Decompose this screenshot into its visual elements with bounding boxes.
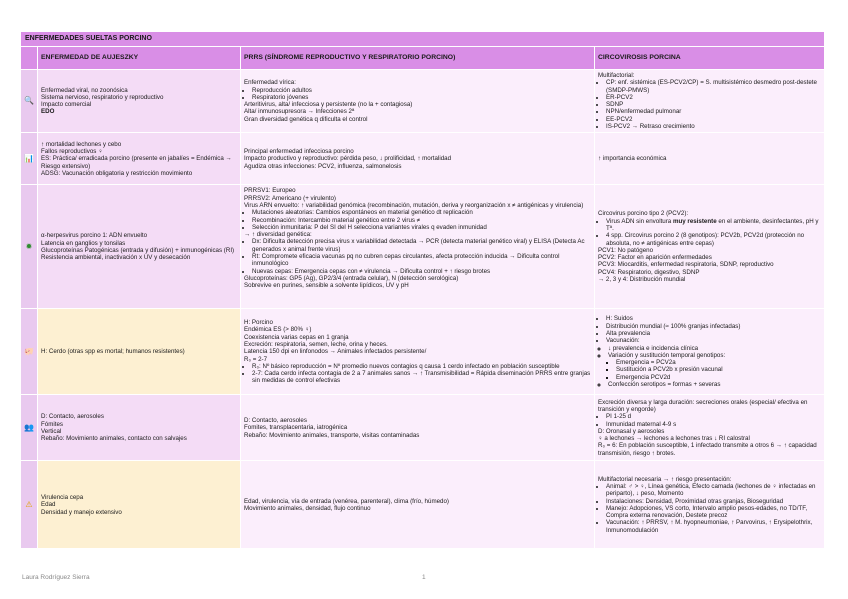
table-row: [21, 395, 825, 461]
title-row: [21, 32, 825, 47]
cell-line: Enfermedad vírica:: [244, 79, 296, 87]
virus-icon: ✹: [25, 241, 33, 251]
cell-aujeszky: [38, 395, 241, 461]
list-item: ◦ Variación y sustitución temporal genotipos:: [608, 352, 821, 359]
cell-line: Impacto comercial: [41, 101, 92, 109]
cell-line: Agudiza otras infecciones: PCV2, influenza, salmonelosis: [244, 162, 402, 170]
cell-aujeszky: [38, 461, 241, 549]
cell-line: PCV2: Factor en aparición enfermedades: [598, 254, 712, 262]
list-text: en el ambiente, desinfectantes, pH y Tª.: [606, 217, 819, 232]
cell-line: Latencia en ganglios y tonsilas: [41, 239, 126, 247]
list-item: • Inmunidad maternal 4-9 s: [606, 421, 821, 428]
header-row: [21, 47, 825, 70]
cell-line: Excreción diversa y larga duración: secreciones orales (especial/ efectiva en transición y engorde): [598, 398, 808, 413]
row-icon-cell: [21, 461, 38, 549]
cell-line: Excreción: respiratoria, semen, leche, orina y heces.: [244, 340, 388, 348]
pig-icon: 🐖: [24, 346, 34, 356]
cell-line: Edad: [41, 501, 56, 509]
list-item: • Rt: Compromete eficacia vacunas pq no cubren cepas circulantes, afecta protección inducida → Dificulta control inmunológico: [252, 253, 591, 268]
list-item: ▪ Sustitución a PCV2b x presión vacunal: [616, 366, 821, 373]
cell-line: Densidad y manejo extensivo: [41, 508, 122, 516]
cell-circovirosis: [595, 133, 825, 185]
list-item: • Manejo: Adopciones, VS corto, Intervalo amplio pesos-edades, no TD/TF, Compra externa renovación, Destete precoz: [606, 505, 821, 520]
list-item: • Selección inmunitaria: P del SI del H selecciona variantes virales q evaden inmunidad: [252, 224, 591, 231]
cell-aujeszky: [38, 185, 241, 309]
list-text-bold: muy resistente: [672, 217, 717, 225]
header-circovirosis: CIRCOVIROSIS PORCINA: [595, 47, 825, 70]
list-item: • SDNP: [606, 101, 821, 108]
footer-page-number: 1: [422, 574, 426, 581]
cell-line: R₀ = 2-7: [244, 355, 268, 363]
cell-line: α-herpesvirus porcino 1: ADN envuelto: [41, 232, 148, 240]
cell-line: Coexistencia varias cepas en 1 granja: [244, 333, 349, 341]
cell-line: Glucoproteínas Patogénicas (entrada y difusión) + inmunogénicas (RI): [41, 246, 235, 254]
list-item: • H: Suidos: [606, 315, 821, 322]
list-item: ▪ Emergencia = PCV2a: [616, 359, 821, 366]
cell-line: Latencia 150 dpi en linfonodos → Animales infectados persistente/: [244, 348, 427, 356]
header-aujeszky: ENFERMEDAD DE AUJESZKY: [38, 47, 241, 70]
cell-line: Movimiento animales, densidad, flujo continuo: [244, 504, 371, 512]
cell-prrs: [241, 70, 595, 133]
cell-line: Rebaño: Movimiento animales, contacto con salvajes: [41, 435, 187, 443]
cell-line: Virulencia cepa: [41, 493, 84, 501]
cell-line: EDO: [41, 108, 55, 116]
list-item: • Vacunación:: [606, 337, 821, 344]
row-icon-cell: [21, 70, 38, 133]
header-icon-cell: [21, 47, 38, 70]
cell-line: PRRSV2: Americano (+ virulento): [244, 194, 336, 202]
bullet-list: [598, 218, 821, 247]
cell-prrs: [241, 185, 595, 309]
cell-line: H: Porcino: [244, 319, 273, 327]
bullet-list: [598, 483, 821, 534]
cell-line: → 2, 3 y 4: Distribución mundial: [598, 276, 686, 284]
list-item: ▪ Emergencia PCV2d: [616, 374, 821, 381]
magnifier-icon: 🔍: [24, 96, 34, 106]
cell-prrs: [241, 395, 595, 461]
row-icon-cell: [21, 185, 38, 309]
list-item: • R₀: Nº básico reproducción = Nº promedio nuevos contagios q causa 1 cerdo infectado en población susceptible: [252, 363, 591, 370]
list-item: • Vacunación: ↑ PRRSV, ↑ M. hyopneumoniae, ↑ Parvovirus, ↑ Erysipelothrix, Inmunomodulación: [606, 519, 821, 534]
cell-line: Fallos reproductivos ♀: [41, 147, 103, 155]
bullet-list: [244, 238, 591, 274]
cell-line: Alta/ inmunosupresora → Infecciones 2ª: [244, 108, 355, 116]
list-item: • Distribución mundial (≈ 100% granjas infectadas): [606, 323, 821, 330]
cell-circovirosis: [595, 395, 825, 461]
cell-line: R₀ = 6: En población susceptible, 1 infectado transmite a otros 6 → ↑ capacidad transmisión, riesgo ↑ brotes.: [598, 442, 817, 457]
cell-line: ES: Práctica/ erradicada porcino (presente en jabalíes = Endémica → Riesgo extensivo): [41, 155, 232, 170]
chart-icon: 📊: [24, 153, 34, 163]
cell-line: Edad, virulencia, vía de entrada (venérea, parenteral), clima (frío, húmedo): [244, 497, 449, 505]
cell-line: ADSG: Vacunación obligatoria y restricción movimiento: [41, 169, 193, 177]
bullet-list: [244, 209, 591, 231]
cell-line: Enfermedad viral, no zoonósica: [41, 86, 128, 94]
list-item: • Nuevas cepas: Emergencia cepas con ≠ virulencia → Dificulta control + ↑ riesgo brotes: [252, 268, 591, 275]
cell-line: D: Oronasal y aerosoles: [598, 427, 665, 435]
list-item: • Alta prevalencia: [606, 330, 821, 337]
cell-line: ↑ mortalidad lechones y cebo: [41, 140, 122, 148]
cell-line: D: Contacto, aerosoles: [244, 416, 307, 424]
bullet-list: [598, 79, 821, 130]
row-icon-cell: [21, 133, 38, 185]
bullet-list: [244, 363, 591, 385]
list-text: Virus ADN sin envoltura: [606, 217, 672, 225]
list-item: • Reproducción adultos: [252, 87, 591, 94]
cell-line: PCV1: No patógeno: [598, 246, 654, 254]
cell-line: Impacto productivo y reproductivo: pérdida peso, ↓ prolificidad, ↑ mortalidad: [244, 155, 452, 163]
cell-line: ↑ importancia económica: [598, 155, 667, 163]
cell-line: Resistencia ambiental, inactivación x UV y desecación: [41, 254, 191, 262]
list-item: • Instalaciones: Densidad, Proximidad otras granjas, Bioseguridad: [606, 498, 821, 505]
sub-list: [598, 345, 821, 360]
list-item: • NPN/enfermedad pulmonar: [606, 108, 821, 115]
diseases-table: [20, 31, 825, 549]
list-item: • ER-PCV2: [606, 94, 821, 101]
cell-line: PCV4: Respiratorio, digestivo, SDNP: [598, 268, 700, 276]
cell-circovirosis: [595, 309, 825, 395]
bullet-list: [598, 315, 821, 344]
bullet-list: [244, 87, 591, 102]
cell-prrs: [241, 133, 595, 185]
list-item: • Mutaciones aleatorias: Cambios espontáneos en material genético dt replicación: [252, 209, 591, 216]
cell-circovirosis: [595, 70, 825, 133]
list-item: • Animal: ♂ > ♀, Línea genética, Efecto camada (lechones de ♀ infectadas en periparto), ↓ peso, Momento: [606, 483, 821, 498]
cell-line: Virus ARN envuelto: ↑ variabilidad genómica (recombinación, mutación, deriva y reorganización x ≠ antigénicas y virulencia): [244, 201, 584, 209]
cell-line: Multifactorial necesaria → ↑ riesgo presentación:: [598, 475, 732, 483]
table-title: ENFERMEDADES SUELTAS PORCINO: [21, 32, 825, 47]
cell-line: PCV3: Miocarditis, enfermedad respiratoria, SDNP, reproductivo: [598, 261, 774, 269]
cell-line: D: Contacto, aerosoles: [41, 413, 104, 421]
sub-sub-list: [598, 359, 821, 381]
row-icon-cell: [21, 395, 38, 461]
cell-line: Arteritivirus, alta/ infecciosa y persistente (no la + contagiosa): [244, 101, 413, 109]
list-item: [606, 218, 821, 233]
list-item: • Respiratorio jóvenes: [252, 94, 591, 101]
sub-list: [598, 381, 821, 388]
cell-aujeszky: [38, 70, 241, 133]
table-row: [21, 185, 825, 309]
table-row: [21, 461, 825, 549]
table-row: [21, 133, 825, 185]
bullet-list: [598, 413, 821, 428]
cell-line: Principal enfermedad infecciosa porcino: [244, 147, 354, 155]
list-item: ◦ ↓ prevalencia e incidencia clínica: [608, 345, 821, 352]
cell-circovirosis: [595, 185, 825, 309]
cell-line: Sistema nervioso, respiratorio y reproductivo: [41, 93, 164, 101]
list-item: • IS-PCV2 → Retraso crecimiento: [606, 123, 821, 130]
footer-author: Laura Rodríguez Sierra: [22, 574, 90, 581]
cell-aujeszky: [38, 309, 241, 395]
header-prrs: PRRS (SÍNDROME REPRODUCTIVO Y RESPIRATORIO PORCINO): [241, 47, 595, 70]
cell-line: Fómites: [41, 420, 64, 428]
warning-icon: ⚠: [25, 499, 33, 509]
cell-aujeszky: [38, 133, 241, 185]
people-icon: 👥: [24, 422, 34, 432]
list-item: • 2-7: Cada cerdo infecta contagia de 2 a 7 animales sanos → ↑ Transmisibilidad = Rápida diseminación PRRS entre granjas sin medidas de control efectivas: [252, 370, 591, 385]
list-item: • PI 1-25 d: [606, 413, 821, 420]
cell-line: Sobrevive en purines, sensible a solvente lipídicos, UV y pH: [244, 282, 409, 290]
cell-circovirosis: [595, 461, 825, 549]
cell-line: ♀ a lechones → lechones a lechones tras ↓ RI calostral: [598, 435, 750, 443]
cell-line: Vertical: [41, 427, 62, 435]
table-row: [21, 309, 825, 395]
cell-line: Multifactorial:: [598, 72, 635, 79]
cell-line: Gran diversidad genética q dificulta el control: [244, 115, 368, 123]
list-item: • CP: enf. sistémica (ES-PCV2/CP) = S. multisistémico desmedro post-destete (SMDP-PMWS): [606, 79, 821, 94]
list-item: ◦ Confección serotipos = formas + severas: [608, 381, 821, 388]
cell-line: Circovirus porcino tipo 2 (PCV2):: [598, 210, 689, 218]
list-item: • EE-PCV2: [606, 116, 821, 123]
list-item: • Dx: Dificulta detección precisa virus x variabilidad detectada → PCR (detecta material genético viral) y ELISA (Detecta Ac generados x animal frente virus): [252, 238, 591, 253]
cell-prrs: [241, 309, 595, 395]
cell-line: Rebaño: Movimiento animales, transporte, visitas contaminadas: [244, 431, 420, 439]
cell-line: → ↑ diversidad genética:: [244, 231, 312, 239]
cell-line: H: Cerdo (otras spp es mortal; humanos resistentes): [41, 348, 185, 356]
row-icon-cell: [21, 309, 38, 395]
cell-line: Fomites, transplacentaria, iatrogénica: [244, 424, 348, 432]
list-item: • 4 spp. Circovirus porcino 2 (8 genotipos): PCV2b, PCV2d (protección no absoluta, no ≠ antigénicas entre cepas): [606, 232, 821, 247]
page: [20, 31, 824, 549]
cell-line: PRRSV1: Europeo: [244, 187, 296, 195]
cell-line: Glucoproteínas: GP5 (Ag), GP2/3/4 (entrada celular), N (detección serológica): [244, 274, 459, 282]
cell-prrs: [241, 461, 595, 549]
list-item: • Recombinación: Intercambio material genético entre 2 virus ≠: [252, 217, 591, 224]
cell-line: Endémica ES (> 80% ♀): [244, 326, 312, 334]
table-row: [21, 70, 825, 133]
